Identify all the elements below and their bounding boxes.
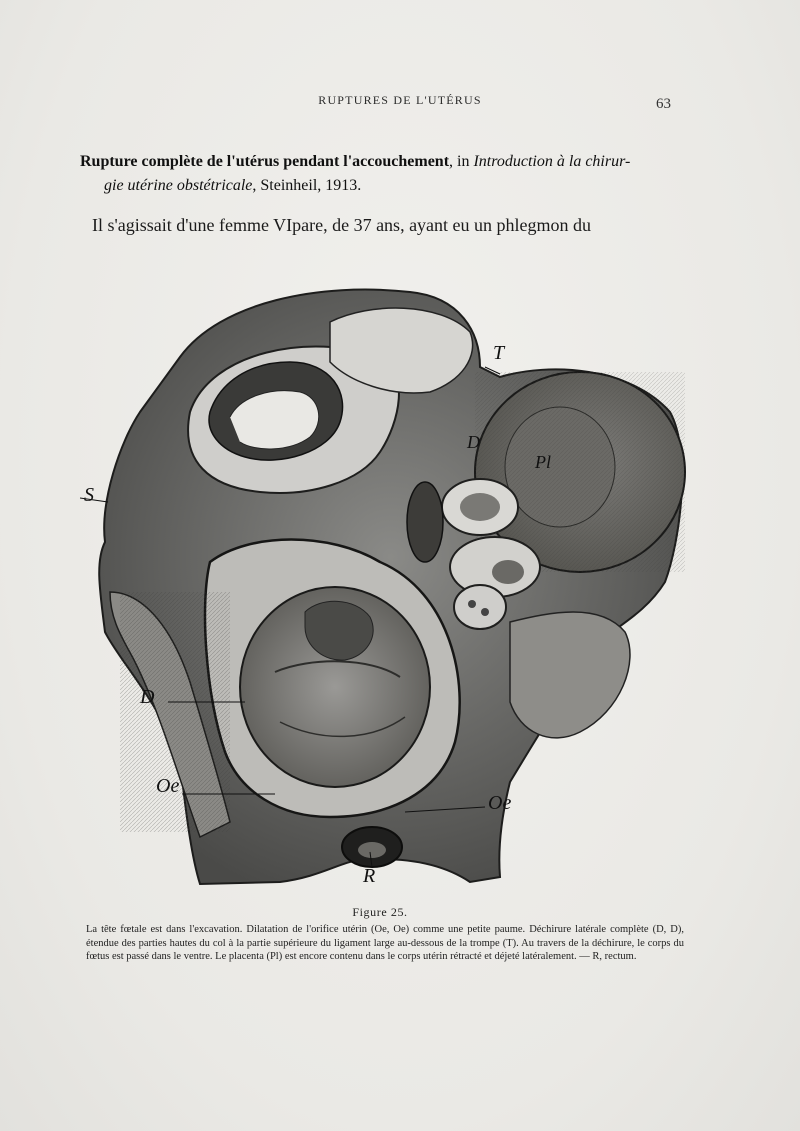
page-number: 63 bbox=[656, 96, 671, 112]
reference-title: Rupture complète de l'utérus pendant l'accouchement bbox=[80, 153, 450, 170]
fetal-part-3 bbox=[454, 585, 506, 629]
anatomical-plate bbox=[80, 262, 690, 902]
label-R: R bbox=[363, 865, 376, 887]
label-Oe-left: Oe bbox=[156, 775, 180, 797]
figure-caption: La tête fœtale est dans l'excavation. Dilatation de l'orifice utérin (Oe, Oe) comme une petite paume. Déchirure latérale complète (D, D), étendue des parties hautes du col à la partie supérieure du ligament large au-dessous de la trompe (T). Au travers de la déchirure, le corps du fœtus est passé dans le ventre. Le placenta (Pl) est encore contenu dans le corps utérin rétracté et déjeté latéralement. — R, rectum. bbox=[86, 924, 684, 962]
running-head: RUPTURES DE L'UTÉRUS bbox=[318, 93, 482, 107]
label-Pl: Pl bbox=[535, 452, 551, 472]
label-T: T bbox=[493, 342, 505, 364]
reference-line-2 bbox=[80, 174, 680, 198]
reference-journal-1: Introduction à la chirur- bbox=[473, 153, 631, 170]
reference-publisher: , Steinheil, 1913. bbox=[252, 177, 362, 194]
reference-journal-2: gie utérine obstétricale bbox=[104, 177, 253, 194]
label-D-upper: D bbox=[467, 432, 480, 452]
reference-sep: , in bbox=[449, 153, 474, 170]
label-S: S bbox=[84, 484, 94, 506]
anatomical-illustration bbox=[80, 262, 690, 902]
pelvic-tissue-right bbox=[510, 612, 630, 738]
opening-line: Il s'agissait d'une femme VIpare, de 37 ans, ayant eu un phlegmon du bbox=[92, 215, 592, 235]
label-D-left: D bbox=[140, 686, 155, 708]
label-Oe-right: Oe bbox=[488, 792, 512, 814]
bibliographic-reference bbox=[80, 150, 680, 198]
figure-title: Figure 25. bbox=[352, 905, 408, 919]
